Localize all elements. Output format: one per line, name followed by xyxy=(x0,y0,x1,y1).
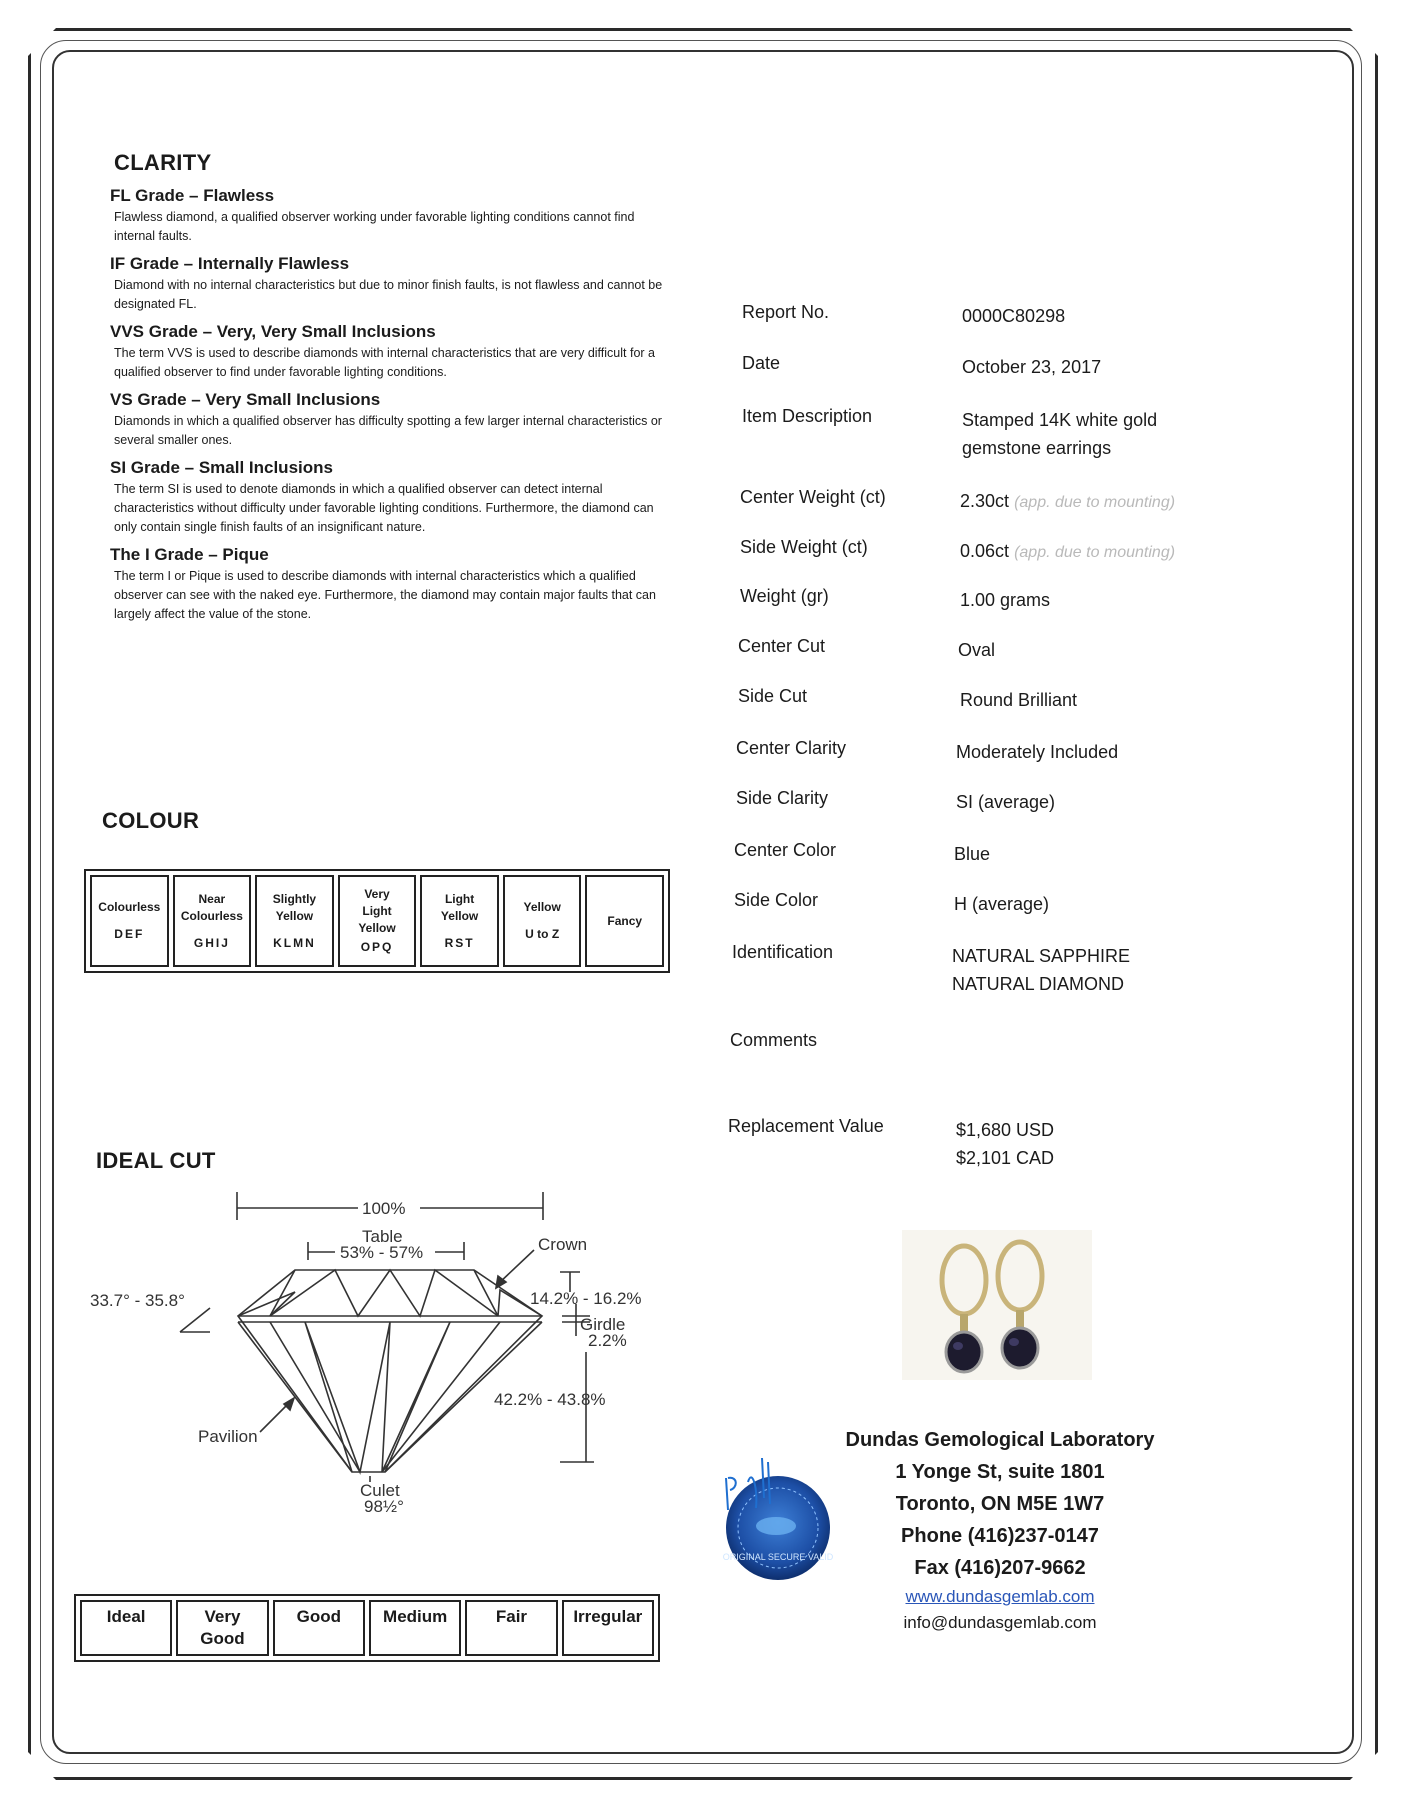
girdle-label: Girdle xyxy=(580,1315,626,1334)
field-label: Center Clarity xyxy=(736,738,847,758)
crown-label: Crown xyxy=(538,1235,588,1254)
pavilion-depth-label: 42.2% - 43.8% xyxy=(494,1390,606,1409)
grade-description: Diamonds in which a qualified observer has difficulty spotting a few larger internal characteristics or several smaller ones. xyxy=(114,414,662,447)
colour-cell: Yellow U to Z xyxy=(503,875,582,967)
diamond-proportions-diagram xyxy=(90,1180,690,1520)
field-label: Side Clarity xyxy=(736,788,829,808)
field-label: Side Cut xyxy=(738,686,808,706)
field-label: Center Cut xyxy=(738,636,826,656)
cut-grade-cell: Irregular xyxy=(562,1600,654,1656)
lab-website-link[interactable]: www.dundasgemlab.com xyxy=(905,1587,1095,1606)
seal-text: ORIGINAL SECURE VALID xyxy=(722,1552,834,1562)
crown-height-label: 14.2% - 16.2% xyxy=(530,1289,642,1308)
field-label: Weight (gr) xyxy=(740,586,829,606)
side-clarity: SI (average) xyxy=(956,792,1056,812)
lab-name: Dundas Gemological Laboratory xyxy=(845,1429,1155,1451)
grade-description: Diamond with no internal characteristics but due to minor finish faults, is not flawless and cannot be designated FL. xyxy=(114,278,663,311)
grade-description: The term SI is used to denote diamonds in which a qualified observer can detect internal characteristics without difficulty under favorable lighting conditions. Furthermore, the diamond can only contain single finish faults of an insignificant nature. xyxy=(114,482,654,534)
field-label: Replacement Value xyxy=(728,1116,884,1136)
grade-vvs xyxy=(110,322,674,382)
center-clarity: Moderately Included xyxy=(956,742,1119,762)
cut-grade-cell: Ideal xyxy=(80,1600,172,1656)
colour-cell: Colourless DEF xyxy=(90,875,169,967)
side-color: H (average) xyxy=(954,894,1050,914)
field-label: Item Description xyxy=(742,406,873,426)
field-label: Side Weight (ct) xyxy=(740,537,868,557)
identification: NATURAL SAPPHIRE NATURAL DIAMOND xyxy=(952,946,1131,994)
grade-si xyxy=(110,458,674,537)
center-cut: Oval xyxy=(958,640,996,660)
side-weight: 0.06ct (app. due to mounting) xyxy=(960,541,1176,561)
lab-fax: Fax (416)207-9662 xyxy=(914,1557,1086,1579)
grade-title: IF Grade – Internally Flawless xyxy=(110,254,350,273)
diameter-label: 100% xyxy=(362,1199,406,1218)
cut-grade-cell: Fair xyxy=(465,1600,557,1656)
lab-contact-block xyxy=(820,1424,1180,1636)
center-color: Blue xyxy=(954,844,991,864)
replacement-value: $1,680 USD $2,101 CAD xyxy=(956,1120,1055,1168)
grade-title: The I Grade – Pique xyxy=(110,545,269,564)
colour-cell: Near Colourless GHIJ xyxy=(173,875,252,967)
colour-cell: Fancy xyxy=(585,875,664,967)
grade-title: VS Grade – Very Small Inclusions xyxy=(110,390,381,409)
weight: 1.00 grams xyxy=(960,590,1051,610)
cut-grade-cell: Good xyxy=(273,1600,365,1656)
cut-grade-cell: Very Good xyxy=(176,1600,268,1656)
culet-value: 98½° xyxy=(364,1497,404,1516)
field-label: Side Color xyxy=(734,890,819,910)
field-label: Date xyxy=(742,353,781,373)
side-cut: Round Brilliant xyxy=(960,690,1078,710)
center-weight: 2.30ct (app. due to mounting) xyxy=(960,491,1176,511)
field-label: Center Weight (ct) xyxy=(740,487,886,507)
grade-if xyxy=(110,254,674,314)
grade-i xyxy=(110,545,674,624)
colour-cell: Slightly Yellow KLMN xyxy=(255,875,334,967)
ideal-cut-heading: IDEAL CUT xyxy=(96,1148,216,1173)
field-label: Report No. xyxy=(742,302,830,322)
colour-scale-table xyxy=(84,869,670,973)
grade-title: FL Grade – Flawless xyxy=(110,186,275,205)
hologram-seal xyxy=(708,1448,838,1588)
table-range-label: 53% - 57% xyxy=(340,1243,424,1262)
grade-description: Flawless diamond, a qualified observer working under favorable lighting conditions cannot find internal faults. xyxy=(114,210,635,243)
grade-description: The term VVS is used to describe diamonds with internal characteristics that are very difficult for a qualified observer to find under favorable lighting conditions. xyxy=(114,346,655,379)
cut-grade-cell: Medium xyxy=(369,1600,461,1656)
culet-label: Culet xyxy=(360,1481,400,1500)
grade-fl xyxy=(110,186,674,246)
grade-title: VVS Grade – Very, Very Small Inclusions xyxy=(110,322,436,341)
lab-phone: Phone (416)237-0147 xyxy=(901,1525,1099,1547)
table-label: Table xyxy=(362,1227,403,1246)
colour-cell: Light Yellow RST xyxy=(420,875,499,967)
field-label: Comments xyxy=(730,1030,818,1050)
clarity-grades xyxy=(110,186,674,632)
lab-email: info@dundasgemlab.com xyxy=(903,1613,1097,1632)
earrings-photo xyxy=(902,1230,1092,1380)
cut-grade-table xyxy=(74,1594,660,1662)
grade-title: SI Grade – Small Inclusions xyxy=(110,458,333,477)
grade-vs xyxy=(110,390,674,450)
clarity-heading: CLARITY xyxy=(114,150,212,175)
colour-heading: COLOUR xyxy=(102,808,200,833)
pavilion-label: Pavilion xyxy=(198,1427,258,1446)
grade-description: The term I or Pique is used to describe diamonds with internal characteristics which a qualified observer can see with the naked eye. Furthermore, the diamond may contain major faults that can largely affect the value of the stone. xyxy=(114,569,656,621)
colour-cell: Very Light Yellow OPQ xyxy=(338,875,417,967)
report-number: 0000C80298 xyxy=(962,306,1066,326)
field-label: Identification xyxy=(732,942,834,962)
report-date: October 23, 2017 xyxy=(962,357,1102,377)
lab-address-line2: Toronto, ON M5E 1W7 xyxy=(895,1493,1105,1515)
field-label: Center Color xyxy=(734,840,837,860)
girdle-value: 2.2% xyxy=(588,1331,627,1350)
item-description: Stamped 14K white gold gemstone earrings xyxy=(962,410,1158,458)
lab-address-line1: 1 Yonge St, suite 1801 xyxy=(895,1461,1105,1483)
crown-angle-label: 33.7° - 35.8° xyxy=(90,1291,185,1310)
